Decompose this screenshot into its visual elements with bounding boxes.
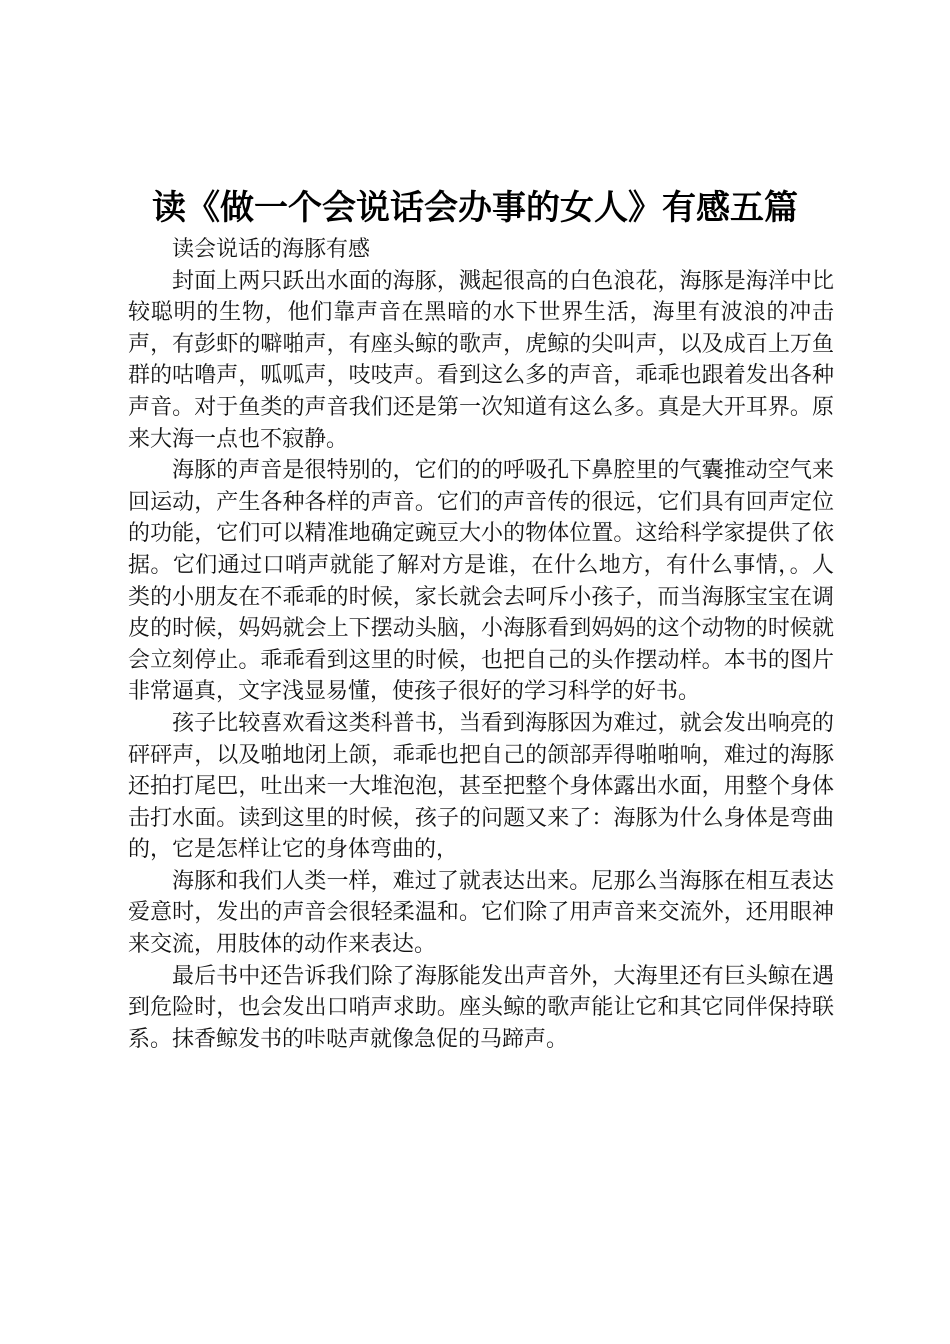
paragraph-5: 最后书中还告诉我们除了海豚能发出声音外，大海里还有巨头鲸在遇到危险时，也会发出口哨声求助。座头鲸的歌声能让它和其它同伴保持联系。抹香鲸发书的咔哒声就像急促的马蹄声。 bbox=[128, 963, 834, 1052]
section-subtitle: 读会说话的海豚有感 bbox=[172, 237, 371, 262]
document-body bbox=[128, 234, 834, 1055]
paragraph-1: 封面上两只跃出水面的海豚，溅起很高的白色浪花，海豚是海洋中比较聪明的生物，他们靠声音在黑暗的水下世界生活，海里有波浪的冲击声，有彭虾的噼啪声，有座头鲸的歌声，虎鲸的尖叫声，以及成百上万鱼群的咕噜声，呱呱声，吱吱声。看到这么多的声音，乖乖也跟着发出各种声音。对于鱼类的声音我们还是第一次知道有这么多。真是大开耳界。原来大海一点也不寂静。 bbox=[128, 268, 834, 452]
paragraph-4: 海豚和我们人类一样，难过了就表达出来。尼那么当海豚在相互表达爱意时，发出的声音会很轻柔温和。它们除了用声音来交流外，还用眼神来交流，用肢体的动作来表达。 bbox=[128, 868, 834, 958]
document-title: 读《做一个会说话会办事的女人》有感五篇 bbox=[152, 188, 798, 228]
paragraph-2: 海豚的声音是很特别的，它们的的呼吸孔下鼻腔里的气囊推动空气来回运动，产生各种各样的声音。它们的声音传的很远，它们具有回声定位的功能，它们可以精准地确定豌豆大小的物体位置。这给科学家提供了依据。它们通过口哨声就能了解对方是谁，在什么地方，有什么事情，。人类的小朋友在不乖乖的时候，家长就会去呵斥小孩子，而当海豚宝宝在调皮的时候，妈妈就会上下摆动头脑，小海豚看到妈妈的这个动物的时候就会立刻停止。乖乖看到这里的时候，也把自己的头作摆动样。本书的图片非常逼真，文字浅显易懂，使孩子很好的学习科学的好书。 bbox=[128, 458, 834, 705]
paragraph-3: 孩子比较喜欢看这类科普书，当看到海豚因为难过，就会发出响亮的砰砰声，以及啪地闭上颌，乖乖也把自己的颌部弄得啪啪响，难过的海豚还拍打尾巴，吐出来一大堆泡泡，甚至把整个身体露出水面，用整个身体击打水面。读到这里的时候，孩子的问题又来了：海豚为什么身体是弯曲的，它是怎样让它的身体弯曲的， bbox=[128, 710, 834, 863]
